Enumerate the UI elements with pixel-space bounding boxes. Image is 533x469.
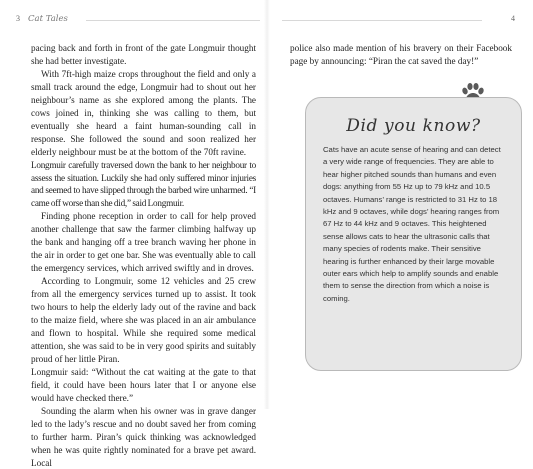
did-you-know-sidebar [305,97,522,371]
left-page-header [16,14,68,24]
paragraph: According to Longmuir, some 12 vehicles and 25 crew from all the emergency services turned up to assist. It took two hours to help the elderly lady out of the ravine and back to the maize field, where she was placed in an air ambulance and flown to hospital. While she required some medical attention, she was said to be in very good spirits and suitably proud of her little Piran. [31,276,256,364]
paragraph: Finding phone reception in order to call for help proved another challenge that saw the farmer climbing halfway up the bank and hanging off a tree branch waving her phone in the air in order to get one bar. She was eventually able to call the emergency services, which arrived swiftly and in droves. [31,211,256,274]
right-body-text [290,42,512,68]
header-rule [86,20,260,21]
sidebar-title: Did you know? [346,116,481,136]
paragraph: Longmuir carefully traversed down the bank to her neighbour to assess the situation. Luckily she had only suffered minor injuries and seemed to have slipped through the barbed wire unharmed. “I came off worse than she did,” said Longmuir. [31,159,256,209]
left-page-number: 3 [16,14,20,23]
paragraph: With 7ft-high maize crops throughout the field and only a small track around the edge, Longmuir had to shout out her neighbour’s name as she explored among the plants. The cows joined in, thinking she was calling to them, but eventually she heard a faint human-sounding call in response. She followed the sound and soon realized her elderly neighbour must be at the bottom of the 70ft ravine. [31,68,256,157]
paragraph: Longmuir said: “Without the cat waiting at the gate to that field, it could have been hours later that I or anyone else would have checked there.” [31,366,256,403]
sidebar-text: Cats have an acute sense of hearing and can detect a very wide range of frequencies. They are able to hear higher pitched sounds than humans and even dogs: anything from 55 Hz up to 79 kHz and 10.5 octaves. Humans’ range is restricted to 31 Hz to 18 kHz and 9 octaves, while dogs’ hearing ranges from 67 Hz to 44 kHz and 9 octaves. This heightened sense allows cats to hear the ultrasonic calls that many species of rodents make. Their sensitive hearing is further enhanced by their large movable outer ears which help to amplify sounds and enable them to sense the direction from which a noise is coming. [323,145,501,303]
paragraph: pacing back and forth in front of the gate Longmuir thought she had better investigate. [31,43,256,66]
left-body-text [31,42,256,469]
right-page [268,0,533,409]
running-title: Cat Tales [28,14,68,24]
left-page [0,0,266,468]
header-rule [282,20,482,21]
right-page-number: 4 [511,14,515,23]
paragraph: Sounding the alarm when his owner was in grave danger led to the lady’s rescue and no doubt saved her from coming to further harm. Piran’s quick thinking was acknowledged when he was quite rightly nominated for a brave pet award. Local [31,405,256,468]
paragraph: police also made mention of his bravery on their Facebook page by announcing: “Piran the cat saved the day!” [290,43,512,66]
